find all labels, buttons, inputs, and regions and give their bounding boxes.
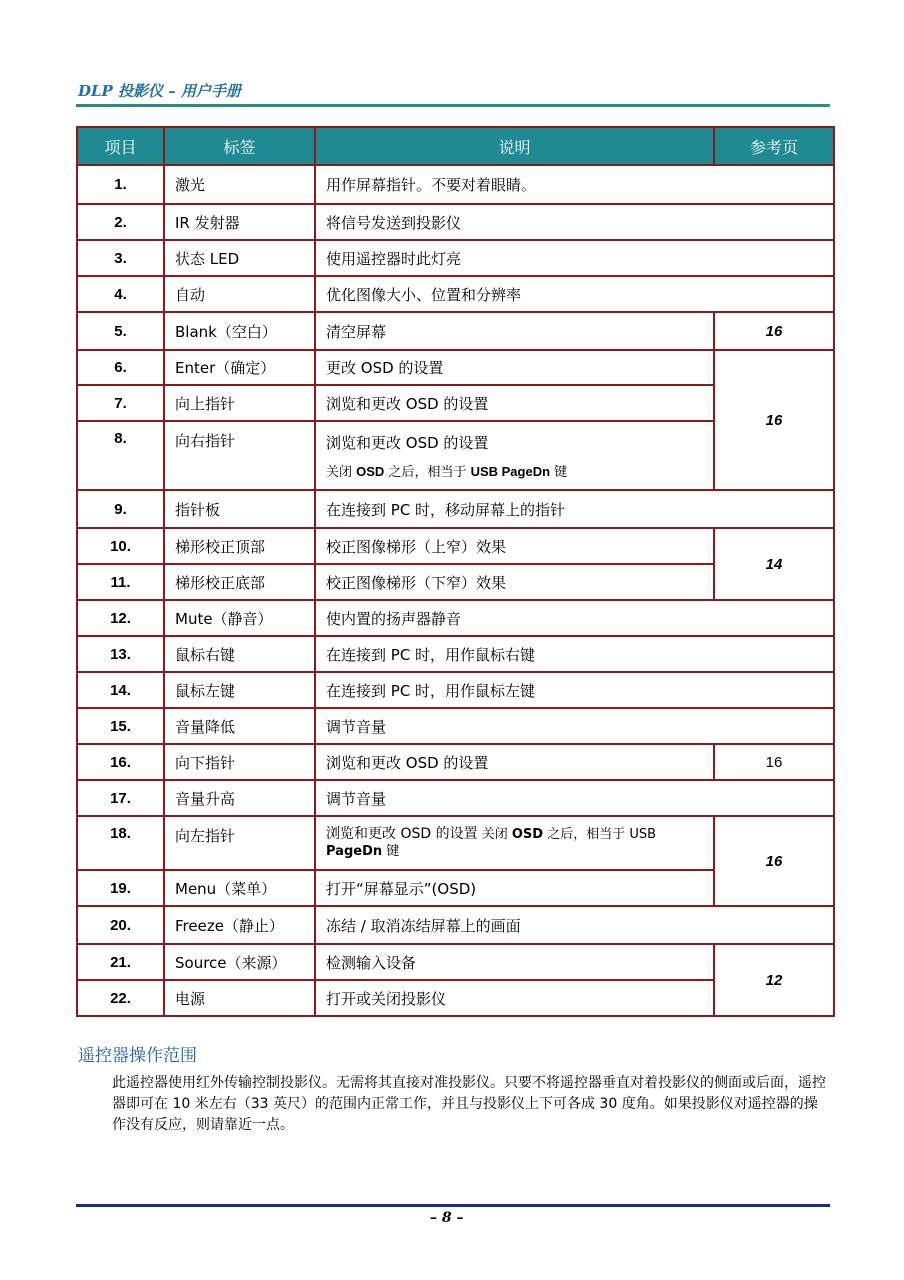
row-label: Source（来源） [164, 944, 315, 980]
row-num: 11. [77, 564, 164, 600]
row-label: Blank（空白） [164, 312, 315, 350]
document-header-title: DLP 投影仪 – 用户手册 [78, 82, 242, 100]
row-desc: 浏览和更改 OSD 的设置 [326, 826, 478, 842]
row-desc: 更改 OSD 的设置 [315, 350, 714, 385]
row-num: 4. [77, 276, 164, 312]
row-ref: 14 [714, 528, 834, 600]
row-desc: 调节音量 [315, 708, 834, 744]
row-desc: 打开“屏幕显示”(OSD) [315, 870, 714, 906]
row-num: 9. [77, 490, 164, 528]
row-num: 1. [77, 165, 164, 204]
row-num: 5. [77, 312, 164, 350]
row-label: IR 发射器 [164, 204, 315, 240]
section-title: 遥控器操作范围 [78, 1046, 197, 1066]
row-desc: 浏览和更改 OSD 的设置 [326, 433, 489, 452]
row-num: 12. [77, 600, 164, 636]
table-row [77, 240, 834, 276]
row-desc: 调节音量 [315, 780, 834, 816]
row-label: 状态 LED [164, 240, 315, 276]
row-ref: 12 [714, 944, 834, 1016]
row-ref: 16 [714, 744, 834, 780]
row-label: 音量升高 [164, 780, 315, 816]
table-row [77, 636, 834, 672]
row-num: 18. [77, 816, 164, 870]
row-label: 音量降低 [164, 708, 315, 744]
row-num: 15. [77, 708, 164, 744]
row-note: 关闭 OSD 之后，相当于 USB PageDn 键 [326, 827, 657, 859]
table-row [77, 600, 834, 636]
page-number: – 8 – [430, 1210, 464, 1226]
table-row [77, 204, 834, 240]
row-num: 3. [77, 240, 164, 276]
header-label: 标签 [164, 127, 315, 165]
row-label: 向下指针 [164, 744, 315, 780]
row-label: 指针板 [164, 490, 315, 528]
row-ref: 16 [714, 312, 834, 350]
row-desc: 在连接到 PC 时，用作鼠标右键 [315, 636, 834, 672]
row-label: 鼠标右键 [164, 636, 315, 672]
row-label: Enter（确定） [164, 350, 315, 385]
header-ref: 参考页 [714, 127, 834, 165]
header-desc: 说明 [315, 127, 714, 165]
row-desc: 使内置的扬声器静音 [315, 600, 834, 636]
row-num: 19. [77, 870, 164, 906]
row-desc: 打开或关闭投影仪 [315, 980, 714, 1016]
table-row [77, 744, 834, 780]
row-desc: 优化图像大小、位置和分辨率 [315, 276, 834, 312]
row-desc: 将信号发送到投影仪 [315, 204, 834, 240]
header-divider [76, 104, 830, 107]
row-label: 梯形校正顶部 [164, 528, 315, 564]
row-desc: 浏览和更改 OSD 的设置 [315, 385, 714, 421]
table-header-row [77, 127, 834, 165]
row-desc: 在连接到 PC 时，用作鼠标左键 [315, 672, 834, 708]
section-body: 此遥控器使用红外传输控制投影仪。无需将其直接对准投影仪。只要不将遥控器垂直对着投影仪的侧面或后面，遥控器即可在 10 米左右（33 英尺）的范围内正常工作，并且与投影仪上下可各成 30 度角。如果投影仪对遥控器的操作没有反应，则请靠近一点。 [112, 1075, 826, 1133]
row-label: Mute（静音） [164, 600, 315, 636]
row-num: 17. [77, 780, 164, 816]
row-desc: 使用遥控器时此灯亮 [315, 240, 834, 276]
row-num: 7. [77, 385, 164, 421]
row-num: 21. [77, 944, 164, 980]
table-row [77, 528, 834, 564]
row-num: 2. [77, 204, 164, 240]
table-row [77, 165, 834, 204]
row-ref: 16 [714, 350, 834, 490]
row-ref: 16 [714, 816, 834, 906]
row-num: 6. [77, 350, 164, 385]
row-desc-cell [315, 421, 714, 490]
table-row [77, 490, 834, 528]
row-label: 梯形校正底部 [164, 564, 315, 600]
header-item: 项目 [77, 127, 164, 165]
row-desc: 在连接到 PC 时，移动屏幕上的指针 [315, 490, 834, 528]
row-num: 16. [77, 744, 164, 780]
table-row [77, 672, 834, 708]
table-row [77, 708, 834, 744]
footer-divider [76, 1204, 830, 1207]
row-note: 关闭 OSD 之后，相当于 USB PageDn 键 [326, 463, 568, 480]
table-row [77, 944, 834, 980]
row-num: 8. [77, 421, 164, 490]
row-desc: 检测输入设备 [315, 944, 714, 980]
row-label: 激光 [164, 165, 315, 204]
row-desc: 浏览和更改 OSD 的设置 [315, 744, 714, 780]
row-label: 向右指针 [164, 421, 315, 490]
table-row [77, 816, 834, 870]
row-desc-cell [315, 816, 714, 870]
row-num: 22. [77, 980, 164, 1016]
row-desc: 冻结 / 取消冻结屏幕上的画面 [315, 906, 834, 944]
row-label: 向上指针 [164, 385, 315, 421]
row-num: 10. [77, 528, 164, 564]
table-row [77, 312, 834, 350]
row-num: 14. [77, 672, 164, 708]
table-row [77, 780, 834, 816]
table-row [77, 906, 834, 944]
row-label: Menu（菜单） [164, 870, 315, 906]
row-label: Freeze（静止） [164, 906, 315, 944]
row-num: 13. [77, 636, 164, 672]
remote-control-table [76, 126, 835, 1017]
row-desc: 校正图像梯形（上窄）效果 [315, 528, 714, 564]
row-label: 电源 [164, 980, 315, 1016]
row-label: 鼠标左键 [164, 672, 315, 708]
row-label: 向左指针 [164, 816, 315, 870]
table-row [77, 350, 834, 385]
row-label: 自动 [164, 276, 315, 312]
table-row [77, 276, 834, 312]
row-desc: 用作屏幕指针。不要对着眼睛。 [315, 165, 834, 204]
row-desc: 校正图像梯形（下窄）效果 [315, 564, 714, 600]
row-num: 20. [77, 906, 164, 944]
row-desc: 清空屏幕 [315, 312, 714, 350]
